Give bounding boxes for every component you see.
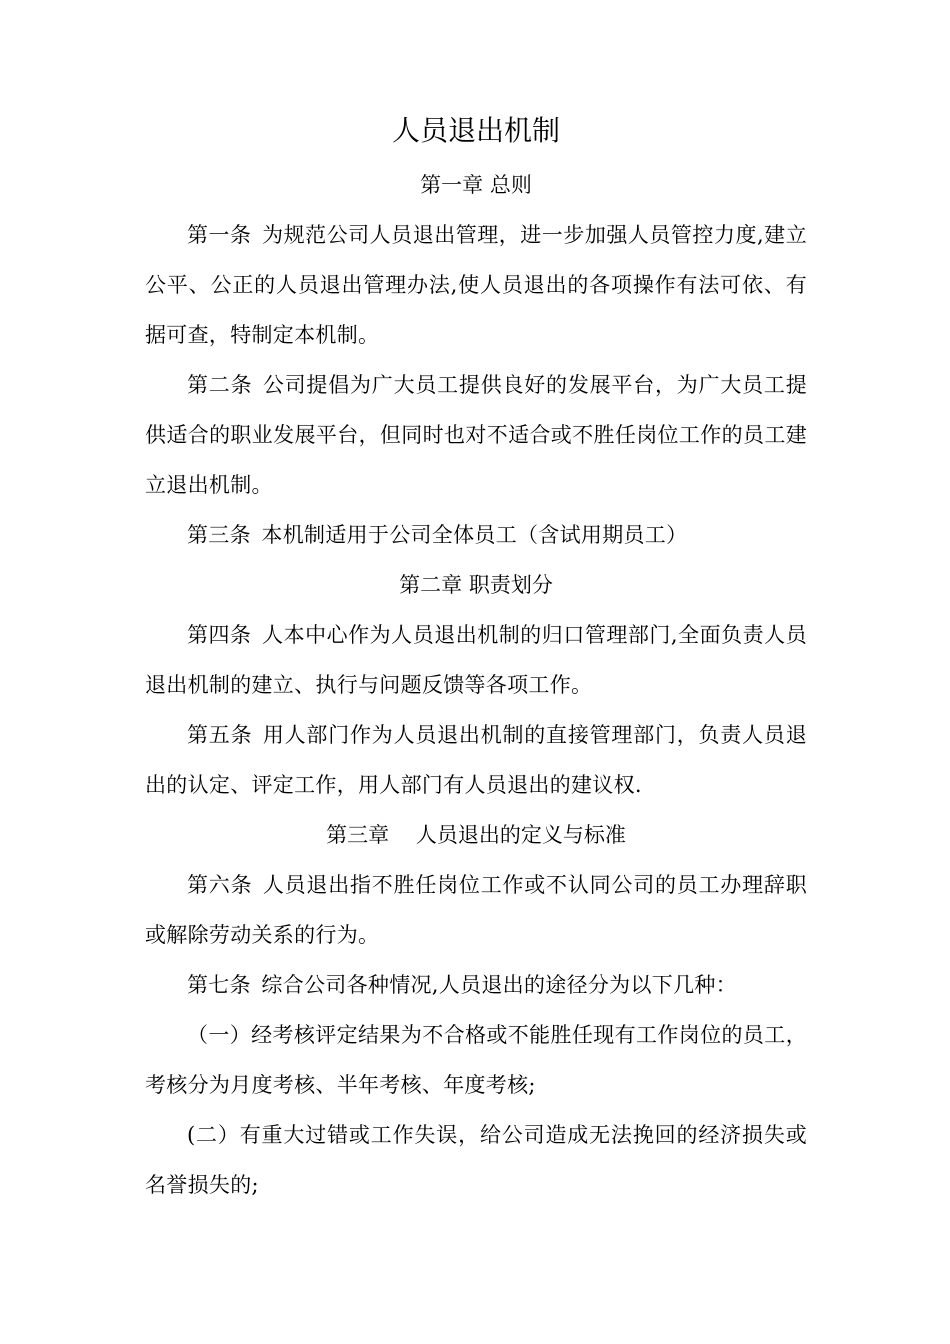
article-text: 为规范公司人员退出管理，进一步加强人员管控力度,建立公平、公正的人员退出管理办法,使人员退出的各项操作有法可依、有据可查，特制定本机制。 [145, 223, 807, 347]
article-label: 第四条 [187, 623, 252, 647]
article-text: 人员退出指不胜任岗位工作或不认同公司的员工办理辞职或解除劳动关系的行为。 [145, 873, 807, 947]
article-text: 人本中心作为人员退出机制的归口管理部门,全面负责人员退出机制的建立、执行与问题反馈等各项工作。 [145, 623, 807, 697]
article-label: 第二条 [187, 373, 253, 397]
list-item: (二）有重大过错或工作失误，给公司造成无法挽回的经济损失或名誉损失的; [145, 1123, 807, 1197]
chapter-heading: 第二章 职责划分 [399, 573, 553, 597]
article-text: 综合公司各种情况,人员退出的途径分为以下几种： [261, 973, 737, 997]
chapter-heading: 第三章 人员退出的定义与标准 [326, 823, 626, 847]
chapter-heading: 第一章 总则 [420, 173, 532, 197]
document-page [145, 108, 807, 1210]
article-label: 第六条 [187, 873, 253, 897]
article-text: 用人部门作为人员退出机制的直接管理部门，负责人员退出的认定、评定工作，用人部门有人员退出的建议权. [145, 723, 807, 797]
document-title: 人员退出机制 [391, 114, 560, 147]
article-paragraph [145, 510, 807, 560]
article-paragraph [145, 860, 807, 960]
article-paragraph [145, 610, 807, 710]
article-label: 第一条 [187, 223, 252, 247]
article-label: 第七条 [187, 973, 251, 997]
list-item: （一）经考核评定结果为不合格或不能胜任现有工作岗位的员工，考核分为月度考核、半年考核、年度考核; [145, 1023, 807, 1097]
article-paragraph [145, 960, 807, 1010]
article-text: 公司提倡为广大员工提供良好的发展平台，为广大员工提供适合的职业发展平台，但同时也对不适合或不胜任岗位工作的员工建立退出机制。 [145, 373, 807, 497]
article-text: 本机制适用于公司全体员工（含试用期员工） [261, 523, 688, 547]
article-paragraph [145, 360, 807, 510]
article-label: 第三条 [187, 523, 251, 547]
article-label: 第五条 [187, 723, 253, 747]
article-paragraph [145, 710, 807, 810]
article-paragraph [145, 210, 807, 360]
